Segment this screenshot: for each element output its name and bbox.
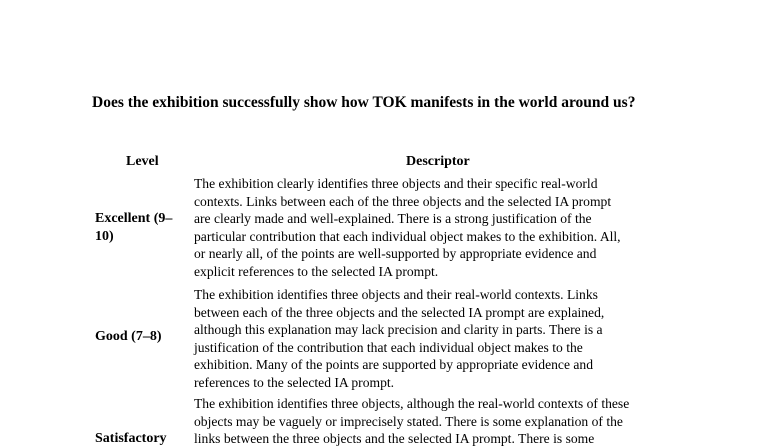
level-cell-good (95, 328, 187, 346)
descriptor-line: links between the three objects and the selected IA prompt. There is some (194, 431, 595, 447)
descriptor-line: The exhibition identifies three objects, although the real-world contexts of these (194, 396, 630, 411)
descriptor-line: justification of the contribution that each individual object makes to the (194, 339, 583, 355)
descriptor-cell-good (194, 286, 714, 392)
descriptor-line: The exhibition clearly identifies three objects and their specific real-world (194, 176, 598, 191)
level-cell-excellent (95, 210, 187, 246)
descriptor-column-header: Descriptor (406, 154, 470, 169)
level-label: Good (7–8) (95, 329, 162, 344)
level-cell-satisfactory (95, 430, 187, 448)
descriptor-line: exhibition. Many of the points are supported by appropriate evidence and (194, 357, 594, 373)
descriptor-line: between each of the three objects and the selected IA prompt are explained, (194, 304, 605, 320)
level-label: Satisfactory (95, 431, 167, 446)
level-column-header: Level (126, 154, 159, 169)
page-title: Does the exhibition successfully show how TOK manifests in the world around us? (92, 94, 636, 111)
descriptor-cell-satisfactory (194, 395, 714, 448)
descriptor-line: objects may be vaguely or imprecisely stated. There is some explanation of the (194, 413, 623, 429)
descriptor-line: references to the selected IA prompt. (194, 374, 395, 390)
descriptor-line: are clearly made and well-explained. There is a strong justification of the (194, 211, 592, 227)
level-label-cont: 10) (95, 229, 114, 244)
level-label: Excellent (9– (95, 211, 173, 226)
descriptor-line: or nearly all, of the points are well-supported by appropriate evidence and (194, 246, 597, 262)
descriptor-line: explicit references to the selected IA prompt. (194, 263, 439, 279)
descriptor-cell-excellent (194, 175, 714, 281)
descriptor-line: The exhibition identifies three objects and their real-world contexts. Links (194, 287, 598, 302)
descriptor-line: particular contribution that each individual object makes to the exhibition. All, (194, 228, 621, 244)
descriptor-line: although this explanation may lack precision and clarity in parts. There is a (194, 322, 603, 338)
descriptor-line: contexts. Links between each of the three objects and the selected IA prompt (194, 193, 612, 209)
